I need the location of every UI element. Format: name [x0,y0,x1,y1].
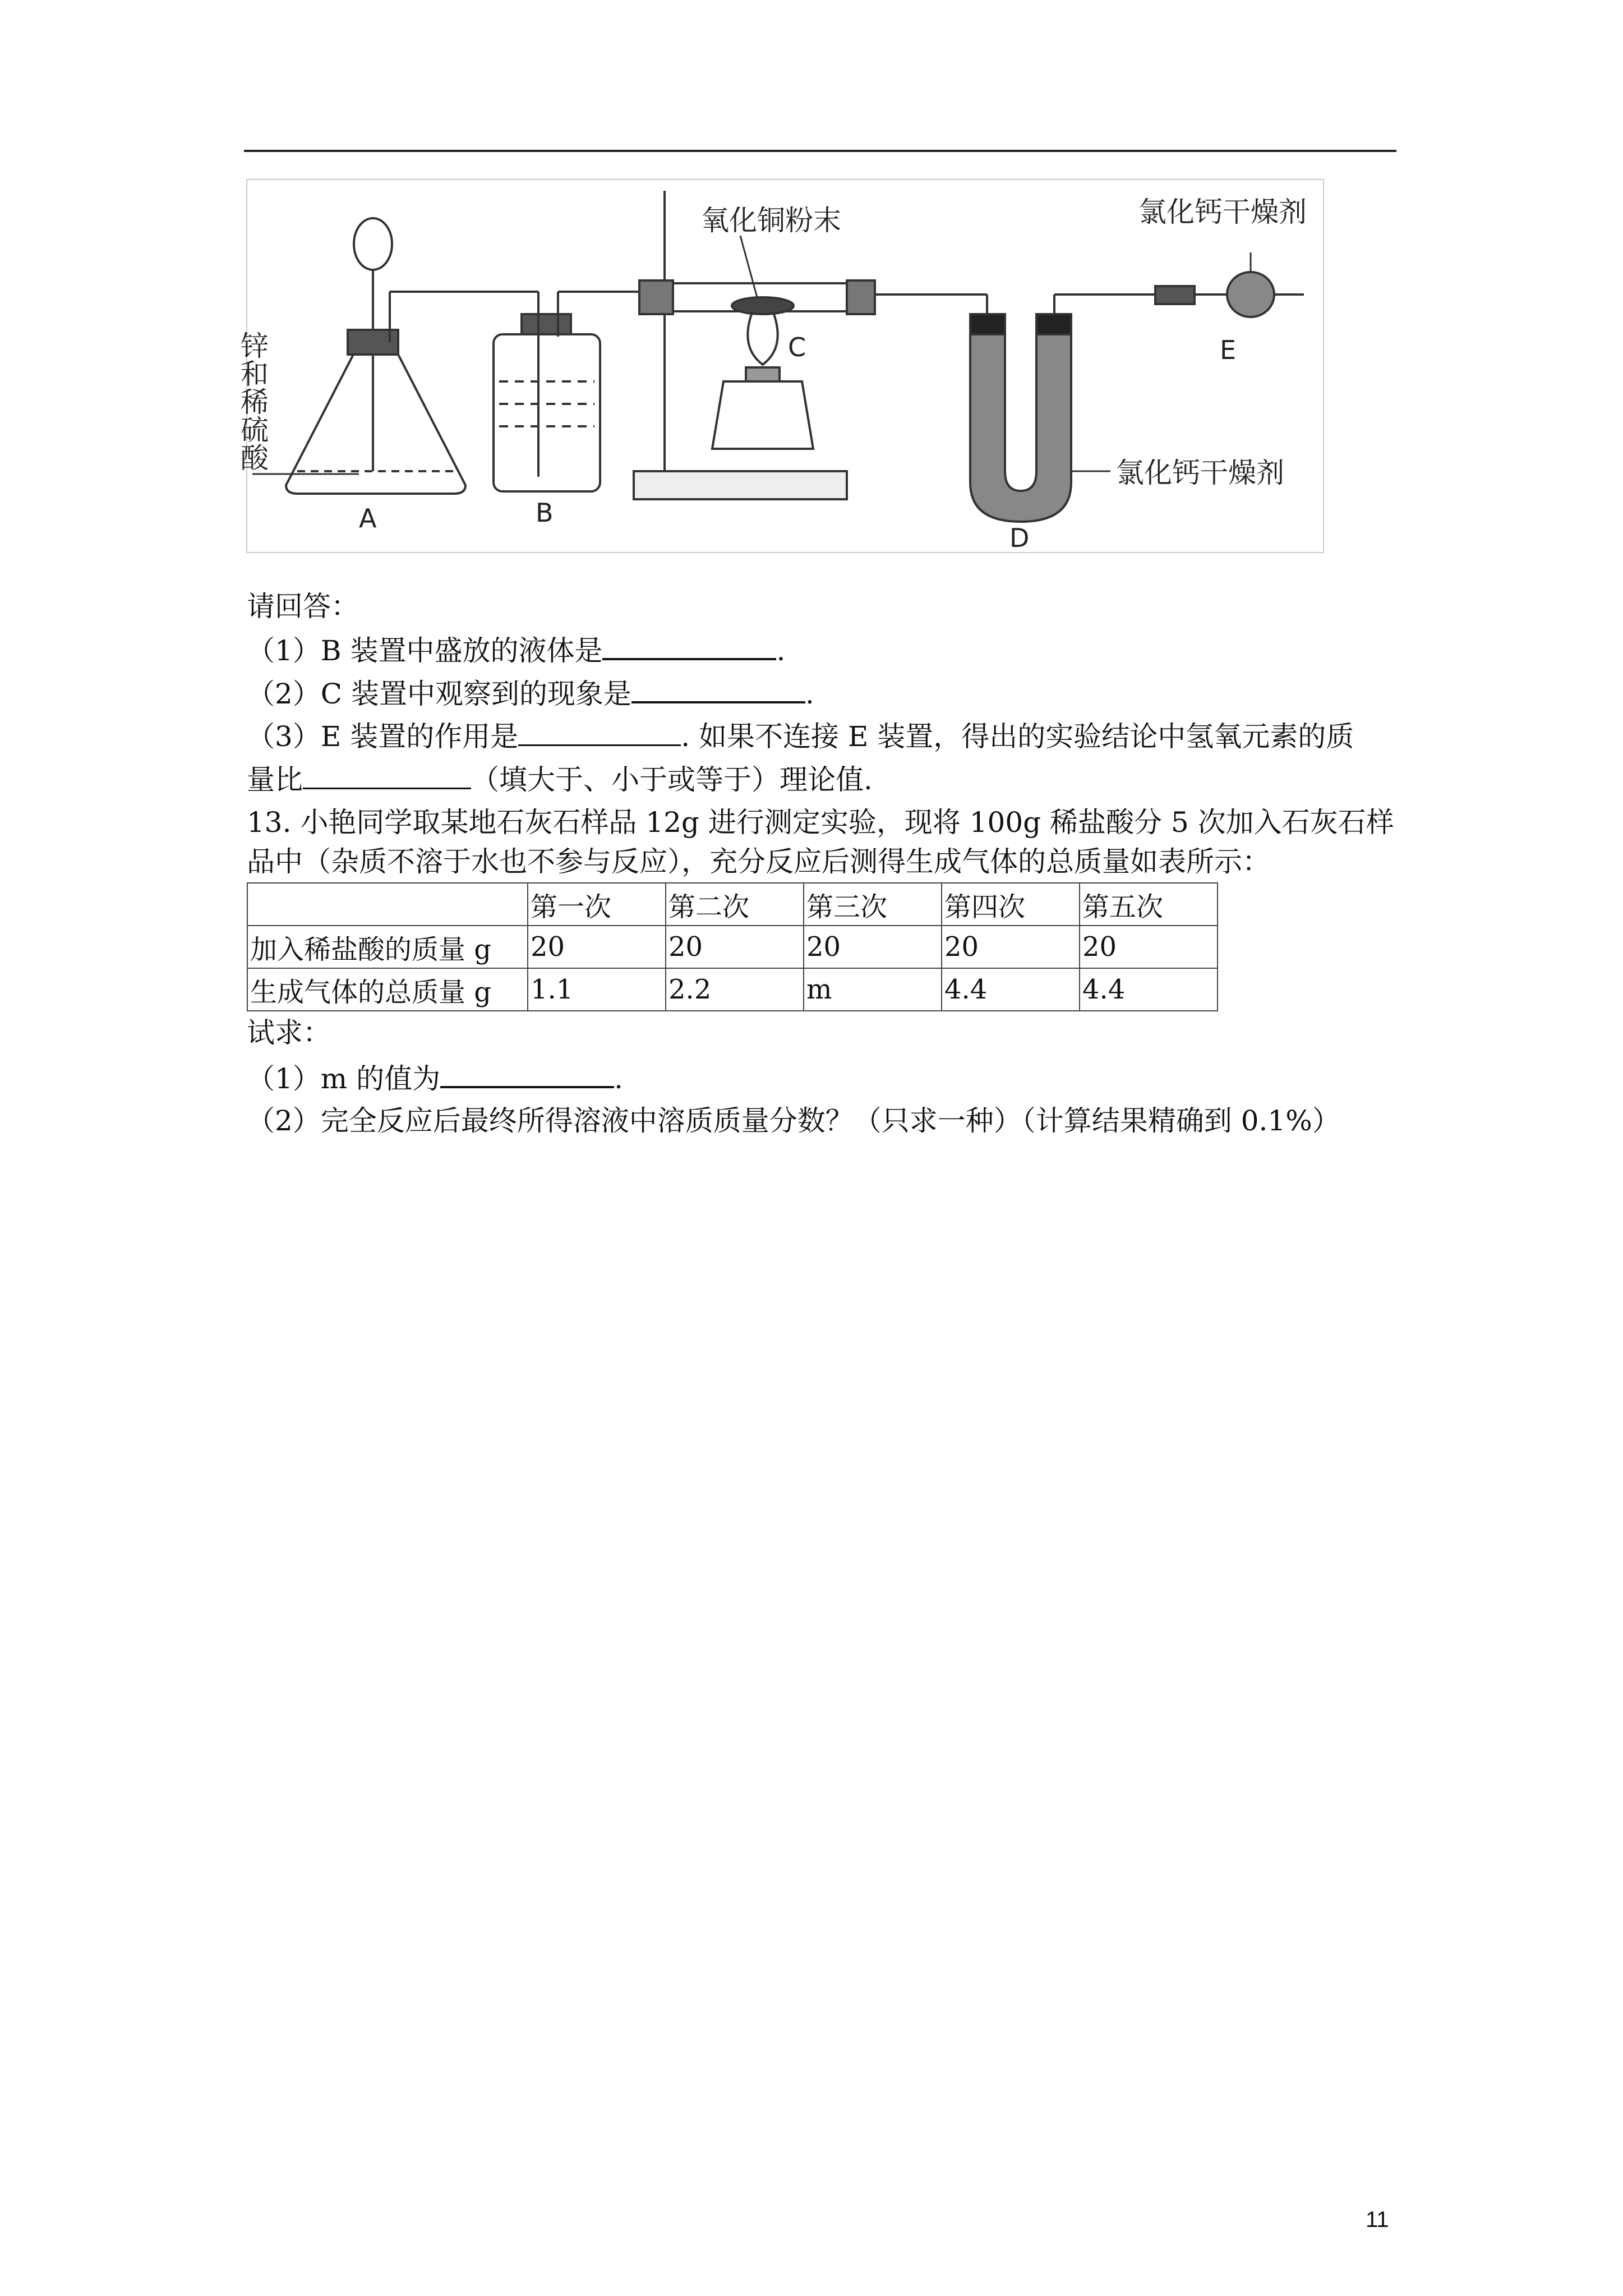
results-table [247,882,1218,1011]
question-2 [247,675,814,711]
table-header-row [247,883,1218,926]
answer-2: （2）完全反应后最终所得溶液中溶质质量分数？（只求一种）（计算结果精确到 0.1%） [247,1105,1340,1137]
table-cell: 4.4 [942,968,1080,1011]
question-1-end: . [776,634,786,667]
table-header-cell: 第五次 [1080,883,1218,926]
table-cell: 20 [528,926,666,968]
table-row [247,926,1218,968]
question-3-line2-text: 量比 [247,763,303,796]
table-header-cell: 第一次 [528,883,666,926]
question-2-end: . [805,678,814,710]
table-cell: 4.4 [1080,968,1218,1011]
apparatus-figure [236,180,1324,553]
answer-blank-1[interactable] [602,632,776,660]
question-3-line2 [247,762,873,797]
label-d: D [1009,523,1030,553]
table-header-cell [247,883,528,926]
question-3-text: （3）E 装置的作用是 [247,720,519,753]
table-cell: 20 [1080,926,1218,968]
label-cacl2-bottom: 氯化钙干燥剂 [1116,457,1284,489]
label-a: A [359,503,377,533]
ask-text: 试求： [247,1016,331,1049]
answer-blank-3[interactable] [518,719,681,746]
problem-13-line2: 品中（杂质不溶于水也不参与反应），充分反应后测得生成气体的总质量如表所示： [247,845,1270,878]
table-cell: 2.2 [666,968,804,1011]
header-rule [244,150,1396,152]
table-header-cell: 第三次 [804,883,942,926]
table-cell: 生成气体的总质量 g [247,968,528,1011]
label-zinc-acid: 锌和稀硫酸 [236,331,269,471]
table-cell: m [804,968,942,1011]
table-cell: 加入稀盐酸的质量 g [247,926,528,968]
question-3 [247,719,1354,754]
prompt-text: 请回答： [247,590,359,623]
answer-blank-5[interactable] [440,1060,614,1088]
question-1 [247,632,785,668]
answer-1 [247,1060,623,1096]
question-1-text: （1）B 装置中盛放的液体是 [247,634,603,667]
table-row [247,968,1218,1011]
question-2-text: （2）C 装置中观察到的现象是 [247,678,631,710]
table-cell: 1.1 [528,968,666,1011]
label-c: C [788,332,806,362]
question-3-mid: . 如果不连接 E 装置，得出的实验结论中氢氧元素的质 [681,720,1354,753]
label-cacl2-top: 氯化钙干燥剂 [1138,196,1307,228]
answer-1-end: . [614,1062,624,1095]
answer-1-text: （1）m 的值为 [247,1062,441,1095]
problem-13-line1: 13. 小艳同学取某地石灰石样品 12g 进行测定实验，现将 100g 稀盐酸分 5 次加入石灰石样 [247,806,1394,839]
label-e: E [1220,335,1237,365]
answer-blank-2[interactable] [631,675,805,703]
table-header-cell: 第二次 [666,883,804,926]
label-b: B [536,498,554,528]
table-cell: 20 [942,926,1080,968]
table-cell: 20 [804,926,942,968]
answer-blank-4[interactable] [303,762,471,789]
table-header-cell: 第四次 [942,883,1080,926]
label-cuo: 氧化铜粉末 [701,204,841,237]
page-number: 11 [1366,2207,1389,2232]
question-3-line2-end: （填大于、小于或等于）理论值. [471,763,873,796]
table-cell: 20 [666,926,804,968]
